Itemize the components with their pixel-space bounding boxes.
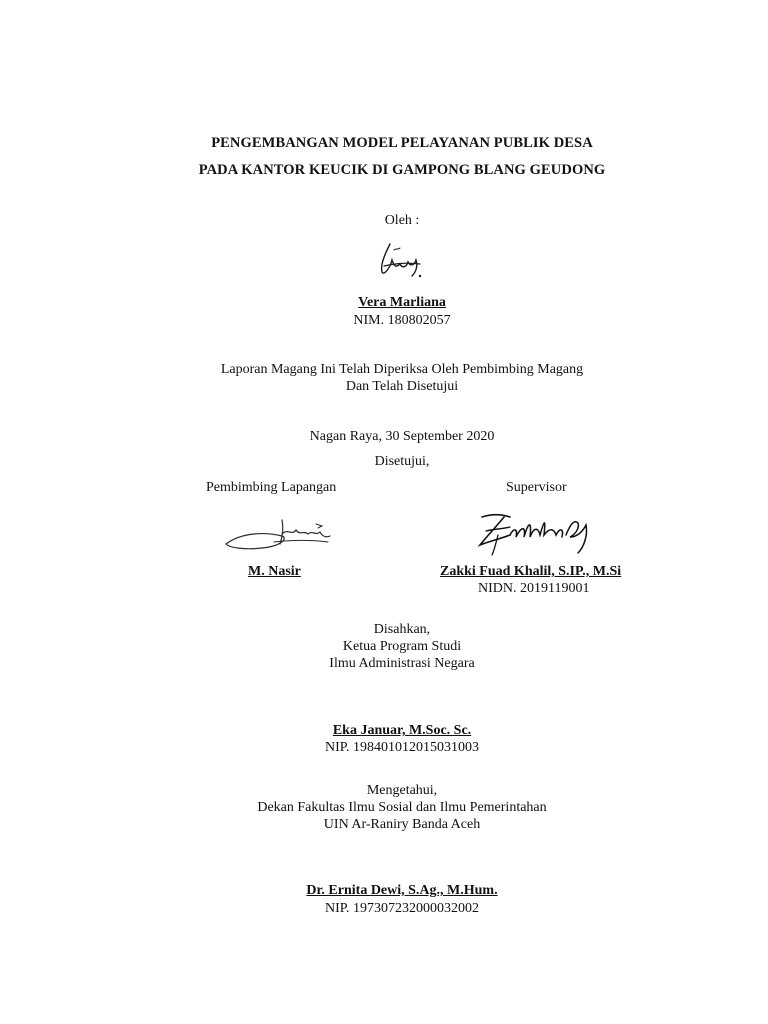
supervisor-name: Zakki Fuad Khalil, S.IP., M.Si	[440, 564, 622, 579]
acknowledged-name: Dr. Ernita Dewi, S.Ag., M.Hum.	[306, 883, 498, 898]
statement-line-1: Laporan Magang Ini Telah Diperiksa Oleh Pembimbing Magang	[220, 362, 584, 377]
ratified-role-line-1: Ketua Program Studi	[342, 639, 462, 654]
field-supervisor-name: M. Nasir	[248, 564, 301, 579]
title-line-1: PENGEMBANGAN MODEL PELAYANAN PUBLIK DESA	[211, 135, 593, 151]
field-supervisor-signature	[222, 514, 334, 556]
field-supervisor-role: Pembimbing Lapangan	[206, 480, 337, 495]
title-line-2: PADA KANTOR KEUCIK DI GAMPONG BLANG GEUDONG	[198, 162, 606, 178]
supervisor-signature	[470, 505, 594, 559]
author-nim: NIM. 180802057	[353, 313, 451, 328]
author-name: Vera Marliana	[358, 295, 446, 310]
acknowledged-label: Mengetahui,	[366, 783, 438, 798]
acknowledged-nip: NIP. 197307232000032002	[324, 901, 479, 916]
statement-line-2: Dan Telah Disetujui	[345, 379, 459, 394]
ratified-label: Disahkan,	[373, 622, 431, 637]
ratified-nip: NIP. 198401012015031003	[324, 740, 479, 755]
supervisor-role: Supervisor	[506, 480, 567, 495]
place-date: Nagan Raya, 30 September 2020	[309, 429, 495, 444]
acknowledged-role-line-1: Dekan Fakultas Ilmu Sosial dan Ilmu Pemerintahan	[257, 800, 547, 815]
supervisor-nidn: NIDN. 2019119001	[478, 581, 590, 596]
ratified-name: Eka Januar, M.Soc. Sc.	[332, 723, 472, 738]
acknowledged-role-line-2: UIN Ar-Raniry Banda Aceh	[323, 817, 481, 832]
approved-label: Disetujui,	[374, 454, 430, 469]
ratified-role-line-2: Ilmu Administrasi Negara	[329, 656, 475, 671]
author-signature	[376, 238, 426, 280]
by-label: Oleh :	[384, 213, 420, 228]
